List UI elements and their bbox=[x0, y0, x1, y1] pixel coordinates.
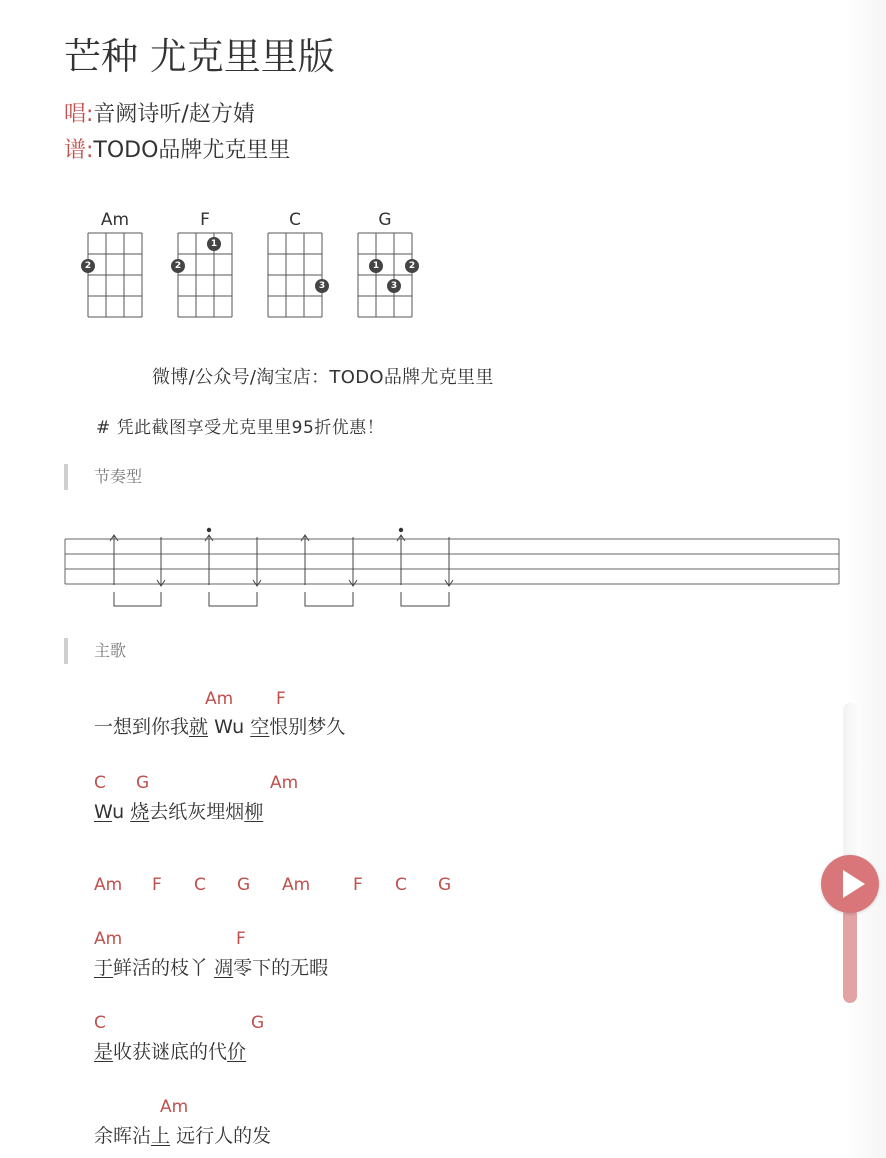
chord-symbol: Am bbox=[282, 875, 311, 895]
finger-dot: 1 bbox=[207, 237, 221, 251]
promo-text: # 凭此截图享受尤克里里95折优惠！ bbox=[96, 418, 385, 438]
song-title: 芒种 尤克里里版 bbox=[64, 35, 335, 78]
lyric-line bbox=[94, 712, 345, 739]
finger-dot: 2 bbox=[81, 259, 95, 273]
fretboard-grid bbox=[267, 232, 323, 318]
lyric-text: 柳 bbox=[244, 801, 264, 823]
lyric-text: 上 bbox=[151, 1125, 171, 1147]
chord-symbol: C bbox=[395, 875, 407, 895]
chord-symbol: C bbox=[94, 1013, 106, 1033]
chord-symbol: Am bbox=[160, 1097, 189, 1117]
lyric-line bbox=[94, 797, 263, 824]
play-icon bbox=[821, 855, 879, 913]
lyric-text: 恨别梦久 bbox=[269, 716, 346, 738]
lyric-line bbox=[94, 953, 328, 980]
rhythm-pattern bbox=[64, 525, 840, 611]
chord-name: C bbox=[289, 210, 301, 230]
finger-dot: 2 bbox=[171, 259, 185, 273]
chord-symbol: F bbox=[236, 929, 246, 949]
singer-label: 唱: bbox=[64, 102, 94, 127]
lyric-text: 价 bbox=[227, 1041, 247, 1063]
lyric-text: 烧 bbox=[130, 801, 150, 823]
lyric-text: 是 bbox=[94, 1041, 114, 1063]
lyric-text: 零下的无暇 bbox=[233, 957, 329, 979]
chord-name: G bbox=[378, 210, 392, 230]
section-header-verse: 主歌 bbox=[64, 638, 126, 664]
play-button[interactable] bbox=[821, 855, 879, 913]
chord-symbol: C bbox=[94, 773, 106, 793]
lyric-text: 鲜活的枝丫 bbox=[113, 957, 215, 979]
finger-dot: 1 bbox=[369, 259, 383, 273]
chord-symbol: G bbox=[136, 773, 150, 793]
lyric-line bbox=[94, 1121, 271, 1148]
lyric-text: 于 bbox=[94, 957, 114, 979]
chord-symbol: F bbox=[152, 875, 162, 895]
chord-symbol: C bbox=[194, 875, 206, 895]
chord-symbol: Am bbox=[205, 689, 234, 709]
lyric-text: Wu bbox=[208, 716, 251, 738]
chord-symbol: F bbox=[353, 875, 363, 895]
finger-dot: 3 bbox=[315, 279, 329, 293]
fretboard-grid bbox=[177, 232, 233, 318]
chord-symbol: G bbox=[237, 875, 251, 895]
chord-symbol: Am bbox=[94, 875, 123, 895]
lyric-line bbox=[94, 1037, 246, 1064]
lyric-text: 空 bbox=[250, 716, 270, 738]
fretboard-grid bbox=[357, 232, 413, 318]
lyric-text: 远行人的发 bbox=[170, 1125, 272, 1147]
chord-symbol: Am bbox=[270, 773, 299, 793]
fretboard-grid bbox=[87, 232, 143, 318]
chord-symbol: G bbox=[251, 1013, 265, 1033]
arranger-label: 谱: bbox=[64, 138, 94, 163]
singer-name: 音阙诗听/赵方婧 bbox=[93, 102, 255, 127]
singer-row bbox=[64, 97, 255, 128]
lyric-text: u bbox=[112, 801, 131, 823]
scroll-thumb[interactable] bbox=[843, 908, 857, 1003]
social-info: 微博/公众号/淘宝店：TODO品牌尤克里里 bbox=[152, 367, 494, 388]
lyric-text: 去纸灰埋烟 bbox=[149, 801, 245, 823]
arranger-name: TODO品牌尤克里里 bbox=[93, 138, 291, 163]
lyric-text: 就 bbox=[189, 716, 209, 738]
chord-name: Am bbox=[100, 210, 130, 230]
lyric-text: W bbox=[94, 801, 113, 823]
lyric-text: 凋 bbox=[214, 957, 234, 979]
lyric-text: 一想到你我 bbox=[94, 716, 190, 738]
chord-name: F bbox=[200, 210, 210, 230]
lyric-text: 余晖沾 bbox=[94, 1125, 152, 1147]
finger-dot: 3 bbox=[387, 279, 401, 293]
chord-symbol: F bbox=[276, 689, 286, 709]
chord-symbol: Am bbox=[94, 929, 123, 949]
chord-symbol: G bbox=[438, 875, 452, 895]
arranger-row bbox=[64, 133, 290, 164]
finger-dot: 2 bbox=[405, 259, 419, 273]
lyric-text: 收获谜底的代 bbox=[113, 1041, 228, 1063]
section-header-rhythm: 节奏型 bbox=[64, 464, 142, 490]
